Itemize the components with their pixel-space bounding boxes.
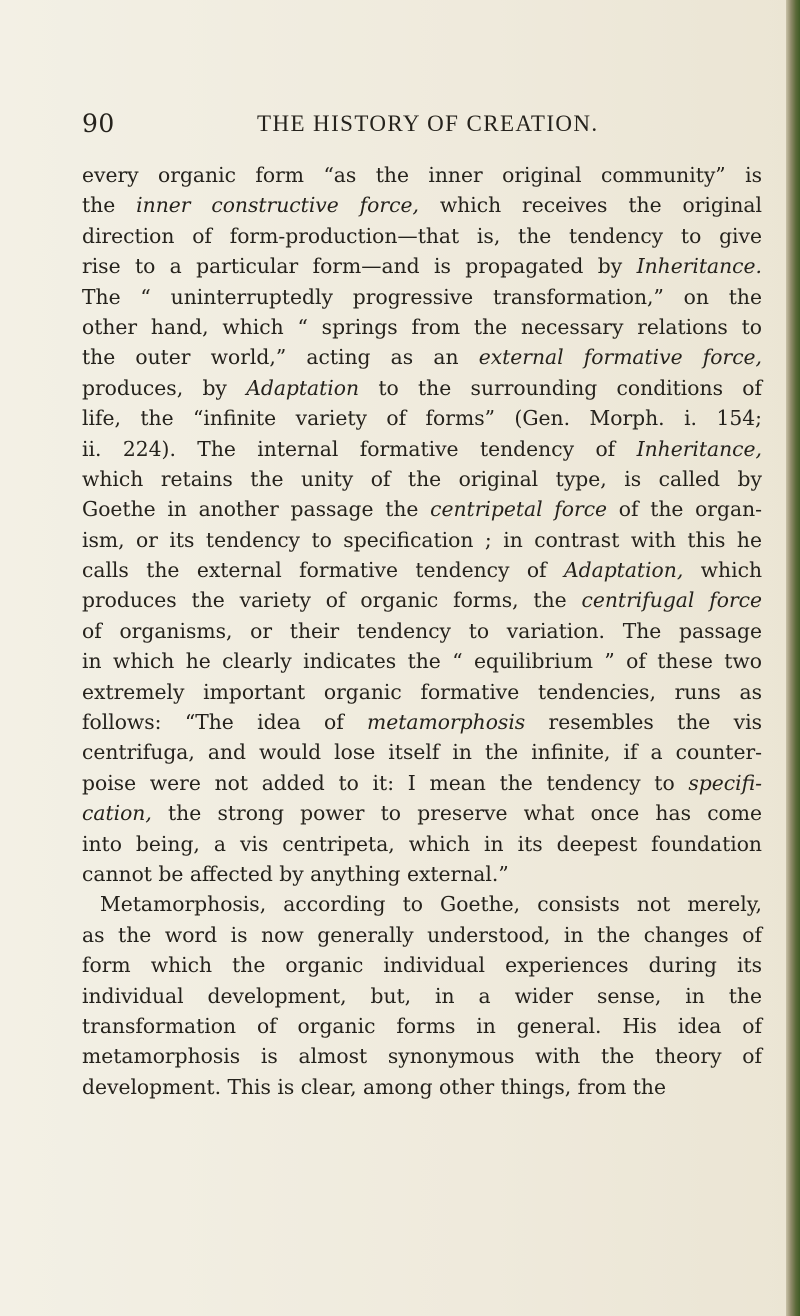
text-segment: extremely important organic formative tendencies, runs as <box>82 679 762 704</box>
text-line <box>82 798 762 828</box>
italic-text: cation, <box>82 801 152 826</box>
text-line <box>82 342 762 372</box>
text-line <box>82 403 762 433</box>
text-segment: Goethe in another passage the <box>82 497 431 522</box>
italic-text: Inheritance, <box>636 436 762 461</box>
text-line <box>82 160 762 190</box>
text-segment: the outer world,” acting as an <box>82 345 479 370</box>
text-line <box>82 434 762 464</box>
text-line <box>82 282 762 312</box>
text-segment: which retains the unity of the original type, is called by <box>82 466 762 491</box>
text-segment: The “ uninterruptedly progressive transformation,” on the <box>82 284 762 309</box>
text-segment: direction of form-production—that is, the tendency to give <box>82 223 762 248</box>
text-line <box>82 889 762 919</box>
text-segment: individual development, but, in a wider sense, in the <box>82 983 762 1008</box>
text-line <box>82 190 762 220</box>
text-segment: in which he clearly indicates the “ equilibrium ” of these two <box>82 649 762 674</box>
text-segment: rise to a particular form—and is propagated by <box>82 254 637 279</box>
body-text <box>82 160 762 1102</box>
text-segment: ii. 224). The internal formative tendency of <box>82 436 637 461</box>
text-segment: centrifuga, and would lose itself in the infinite, if a counter- <box>82 740 762 765</box>
text-line <box>82 829 762 859</box>
text-line <box>82 737 762 767</box>
text-line <box>82 1011 762 1041</box>
italic-text: inner constructive force, <box>136 193 419 218</box>
text-line <box>82 555 762 585</box>
text-line <box>82 1041 762 1071</box>
italic-text: external formative force, <box>478 345 763 370</box>
running-head: THE HISTORY OF CREATION. <box>257 111 599 136</box>
text-line <box>82 646 762 676</box>
text-line <box>82 981 762 1011</box>
text-line <box>82 251 762 281</box>
text-line <box>82 525 762 555</box>
italic-text: centrifugal force <box>581 588 763 613</box>
text-line <box>82 373 762 403</box>
text-segment: follows: “The idea of <box>82 710 368 735</box>
italic-text: Adaptation, <box>563 558 684 583</box>
text-line <box>82 312 762 342</box>
text-segment: to the surrounding conditions of <box>359 375 762 400</box>
text-line <box>82 616 762 646</box>
text-line <box>82 221 762 251</box>
text-segment: which <box>683 558 763 583</box>
text-line <box>82 950 762 980</box>
text-segment: other hand, which “ springs from the necessary relations to <box>82 314 762 339</box>
text-segment: of organisms, or their tendency to variation. The passage <box>82 618 762 643</box>
italic-text: centripetal force <box>430 497 608 522</box>
text-segment: development. This is clear, among other things, from the <box>82 1074 666 1099</box>
text-line <box>82 677 762 707</box>
italic-text: specifi- <box>688 770 762 795</box>
text-segment: metamorphosis is almost synonymous with the theory of <box>82 1044 762 1069</box>
text-line <box>82 585 762 615</box>
text-segment: life, the “infinite variety of forms” (Gen. Morph. i. 154; <box>82 406 762 431</box>
page-header <box>82 109 762 145</box>
italic-text: Inheritance. <box>636 254 762 279</box>
italic-text: Adaptation <box>246 375 360 400</box>
text-segment: poise were not added to it: I mean the tendency to <box>82 770 689 795</box>
text-segment: which receives the original <box>418 193 763 218</box>
text-line <box>82 768 762 798</box>
text-segment: Metamorphosis, according to Goethe, consists not merely, <box>100 892 762 917</box>
text-segment: as the word is now generally understood, in the changes of <box>82 922 762 947</box>
text-segment: form which the organic individual experiences during its <box>82 953 762 978</box>
page-number: 90 <box>82 109 115 138</box>
text-segment: ism, or its tendency to specification ; in contrast with this he <box>82 527 762 552</box>
text-segment: the strong power to preserve what once has come <box>151 801 762 826</box>
text-line <box>82 494 762 524</box>
text-line <box>82 464 762 494</box>
text-segment: of the organ- <box>607 497 762 522</box>
text-segment: resembles the vis <box>525 710 762 735</box>
text-line <box>82 920 762 950</box>
text-line <box>82 1072 762 1102</box>
text-segment: every organic form “as the inner original community” is <box>82 163 762 187</box>
text-segment: cannot be affected by anything external.” <box>82 861 509 886</box>
text-segment: into being, a vis centripeta, which in its deepest foundation <box>82 831 762 856</box>
text-segment: produces, by <box>82 375 247 400</box>
text-line <box>82 707 762 737</box>
text-segment: produces the variety of organic forms, the <box>82 588 582 613</box>
italic-text: metamorphosis <box>367 710 526 735</box>
text-segment: calls the external formative tendency of <box>82 558 564 583</box>
page-edge-shadow <box>786 0 800 1316</box>
text-line <box>82 859 762 889</box>
text-segment: the <box>82 193 137 218</box>
text-segment: transformation of organic forms in general. His idea of <box>82 1013 762 1038</box>
